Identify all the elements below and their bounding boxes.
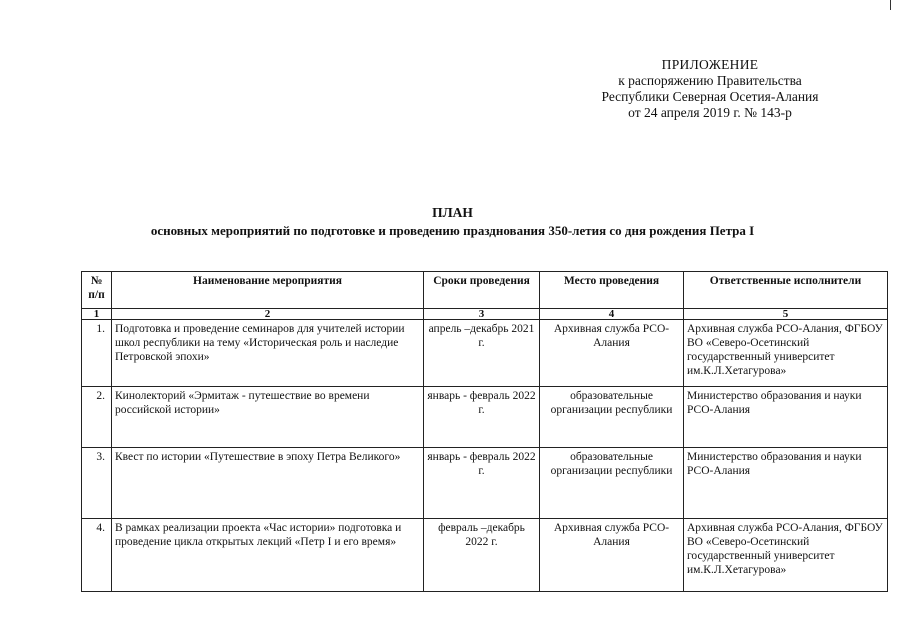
event-name: Квест по истории «Путешествие в эпоху Петра Великого» xyxy=(112,448,424,519)
event-place: Архивная служба РСО-Алания xyxy=(540,320,684,387)
event-dates: февраль –декабрь 2022 г. xyxy=(424,519,540,592)
appendix-line-4: от 24 апреля 2019 г. № 143-р xyxy=(628,105,792,120)
header-num: № п/п xyxy=(82,272,112,309)
column-number-row xyxy=(82,309,888,320)
appendix-heading: ПРИЛОЖЕНИЕ xyxy=(661,57,759,72)
appendix-line-2: к распоряжению Правительства xyxy=(618,73,802,88)
table-header-row xyxy=(82,272,888,309)
appendix-block xyxy=(560,57,860,121)
event-responsible: Архивная служба РСО-Алания, ФГБОУ ВО «Северо-Осетинский государственный университет им.К.Л.Хетагурова» xyxy=(684,320,888,387)
event-dates: январь - февраль 2022 г. xyxy=(424,448,540,519)
column-number: 4 xyxy=(540,309,684,320)
event-dates: январь - февраль 2022 г. xyxy=(424,387,540,448)
column-number: 2 xyxy=(112,309,424,320)
event-name: Кинолекторий «Эрмитаж - путешествие во времени российской истории» xyxy=(112,387,424,448)
plan-table xyxy=(81,271,888,592)
row-number: 2. xyxy=(82,387,112,448)
appendix-line-3: Республики Северная Осетия-Алания xyxy=(601,89,819,104)
event-place: образовательные организации республики xyxy=(540,387,684,448)
header-name: Наименование мероприятия xyxy=(112,272,424,309)
event-responsible: Архивная служба РСО-Алания, ФГБОУ ВО «Северо-Осетинский государственный университет им.К.Л.Хетагурова» xyxy=(684,519,888,592)
scan-edge-mark xyxy=(890,0,891,10)
column-number: 1 xyxy=(82,309,112,320)
event-place: образовательные организации республики xyxy=(540,448,684,519)
row-number: 3. xyxy=(82,448,112,519)
column-number: 5 xyxy=(684,309,888,320)
header-place: Место проведения xyxy=(540,272,684,309)
header-dates: Сроки проведения xyxy=(424,272,540,309)
event-name: Подготовка и проведение семинаров для учителей истории школ республики на тему «Историческая роль и наследие Петровской эпохи» xyxy=(112,320,424,387)
document-title: ПЛАН xyxy=(432,205,473,220)
table-row xyxy=(82,387,888,448)
table-row xyxy=(82,448,888,519)
event-dates: апрель –декабрь 2021 г. xyxy=(424,320,540,387)
row-number: 1. xyxy=(82,320,112,387)
row-number: 4. xyxy=(82,519,112,592)
table-row xyxy=(82,519,888,592)
event-name: В рамках реализации проекта «Час истории» подготовка и проведение цикла открытых лекций «Петр I и его время» xyxy=(112,519,424,592)
header-responsible: Ответственные исполнители xyxy=(684,272,888,309)
event-responsible: Министерство образования и науки РСО-Алания xyxy=(684,448,888,519)
event-responsible: Министерство образования и науки РСО-Алания xyxy=(684,387,888,448)
event-place: Архивная служба РСО-Алания xyxy=(540,519,684,592)
column-number: 3 xyxy=(424,309,540,320)
document-subtitle: основных мероприятий по подготовке и проведению празднования 350-летия со дня рождения Петра I xyxy=(150,223,755,238)
table-row xyxy=(82,320,888,387)
